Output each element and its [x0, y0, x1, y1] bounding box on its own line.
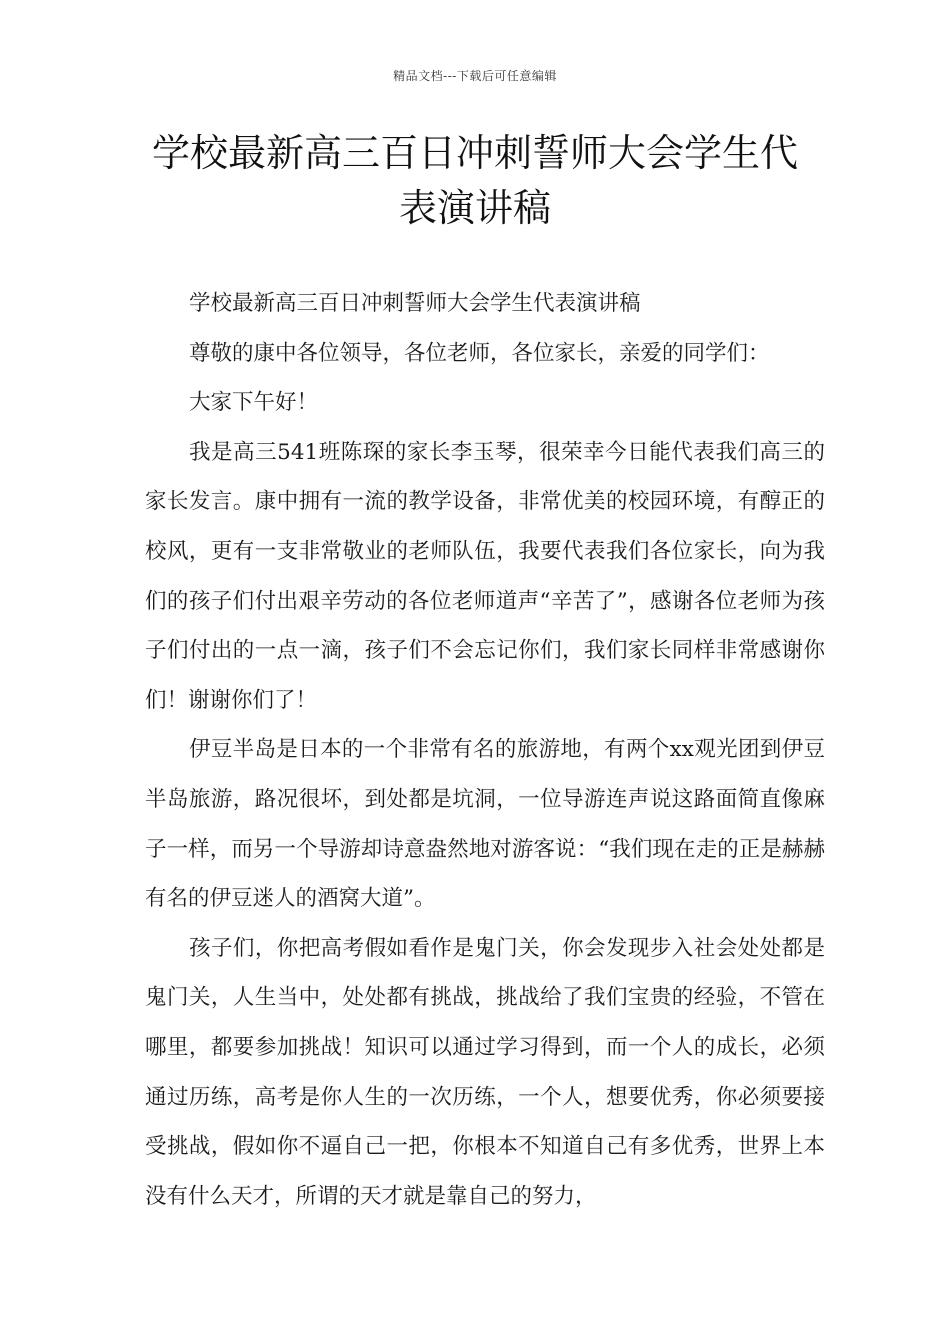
document-body [145, 279, 825, 1221]
document-title-line-1: 学校最新高三百日冲刺誓师大会学生代 [151, 131, 798, 175]
document-title-line-2: 表演讲稿 [398, 186, 551, 230]
paragraph-introduction: 我是高三541班陈琛的家长李玉琴，很荣幸今日能代表我们高三的家长发言。康中拥有一流的教学设备，非常优美的校园环境，有醇正的校风，更有一支非常敬业的老师队伍，我要代表我们各位家长，向为我们的孩子们付出艰辛劳动的各位老师道声“辛苦了”，感谢各位老师为孩子们付出的一点一滴，孩子们不会忘记你们，我们家长同样非常感谢你们！谢谢你们了！ [145, 439, 825, 713]
paragraph-greeting: 大家下午好！ [189, 390, 319, 416]
paragraph-izu-story: 伊豆半岛是日本的一个非常有名的旅游地，有两个xx观光团到伊豆半岛旅游，路况很坏，到处都是坑洞，一位导游连声说这路面简直像麻子一样，而另一个导游却诗意盎然地对游客说：“我们现在走的正是赫赫有名的伊豆迷人的酒窝大道”。 [145, 737, 825, 912]
paragraph-subtitle: 学校最新高三百日冲刺誓师大会学生代表演讲稿 [189, 291, 641, 316]
paragraph-salutation: 尊敬的康中各位领导，各位老师，各位家长，亲爱的同学们： [189, 340, 770, 366]
paragraph-challenge: 孩子们，你把高考假如看作是鬼门关，你会发现步入社会处处都是鬼门关，人生当中，处处都有挑战，挑战给了我们宝贵的经验，不管在哪里，都要参加挑战！知识可以通过学习得到，而一个人的成长，必须通过历练，高考是你人生的一次历练，一个人，想要优秀，你必须要接受挑战，假如你不逼自己一把，你根本不知道自己有多优秀，世界上本没有什么天才，所谓的天才就是靠自己的努力， [145, 935, 825, 1209]
document-title [140, 126, 810, 236]
header-note: 精品文档---下载后可任意编辑 [393, 69, 557, 83]
